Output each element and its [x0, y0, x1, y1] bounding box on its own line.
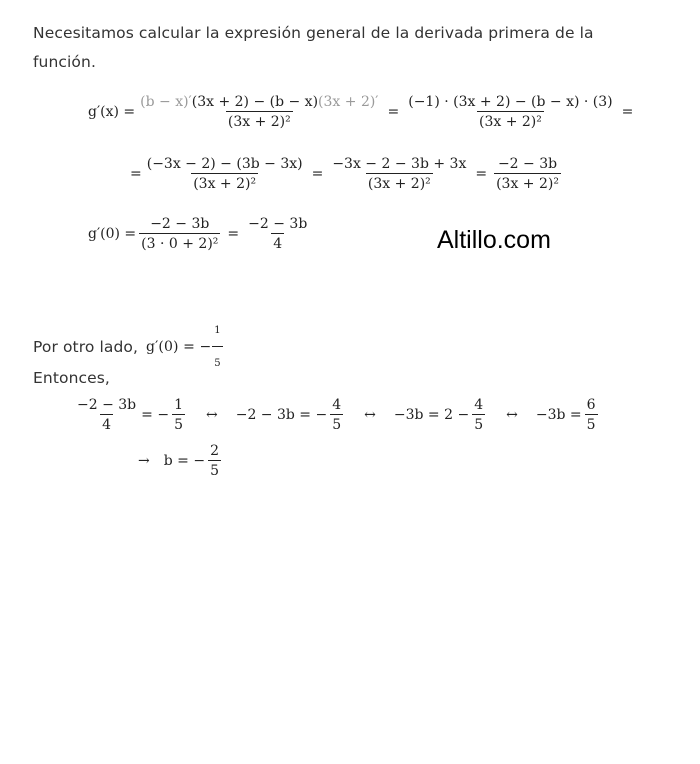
eq2-fraction-2 — [330, 156, 468, 192]
equation-solve-chain — [72, 397, 601, 433]
eq3-f2-num: −2 − 3b — [248, 216, 308, 232]
eq3-equals: = — [227, 226, 240, 242]
eq1-fraction-2 — [406, 94, 614, 130]
eq4-f4-num: 4 — [474, 397, 484, 413]
intro-line-1: Necesitamos calcular la expresión general de la derivada primera de la — [33, 24, 594, 42]
eq4-f2-num: 1 — [174, 397, 183, 413]
eq5-fraction — [208, 443, 221, 479]
eq4-arrow-2: ↔ — [364, 407, 376, 423]
eq1-f1-num-gray-2: (3x + 2)′ — [318, 94, 379, 110]
eq2-equals-0: = — [130, 166, 142, 182]
eq5-num: 2 — [210, 443, 219, 459]
eq1-f1-num-gray-1: (b − x)′ — [140, 94, 192, 110]
eq3-f1-den: (3 · 0 + 2)² — [139, 233, 220, 252]
eq4-arrow-1: ↔ — [205, 407, 218, 423]
eq3-fraction-2 — [246, 216, 309, 252]
eq2-fraction-3 — [494, 156, 561, 192]
eq4-f5-num: 6 — [586, 397, 596, 413]
eq3-f2-den: 4 — [271, 233, 284, 252]
other-num: 1 — [214, 325, 221, 336]
eq4-f3-num: 4 — [332, 397, 342, 413]
eq1-f2-den: (3x + 2)² — [477, 111, 544, 130]
watermark-logo: Altillo.com — [437, 226, 551, 254]
equation-derivative-general — [88, 94, 637, 130]
eq2-fraction-1 — [145, 156, 305, 192]
other-text: Por otro lado, — [33, 337, 139, 356]
eq2-f3-den: (3x + 2)² — [494, 173, 561, 192]
eq4-t1: = − — [141, 407, 170, 423]
eq4-f3-den: 5 — [330, 414, 343, 433]
eq2-equals-2: = — [475, 166, 488, 182]
eq4-fraction-3 — [330, 397, 343, 433]
eq4-fraction-2 — [172, 397, 185, 433]
eq4-fraction-4 — [472, 397, 485, 433]
other-den: 5 — [212, 346, 222, 378]
eq1-equals-a: = — [387, 104, 400, 120]
eq1-f1-num-mid: (3x + 2) − (b − x) — [191, 94, 319, 110]
other-lhs: g′(0) = − — [146, 338, 212, 355]
equation-derivative-at-zero — [88, 216, 312, 252]
eq1-equals-b: = — [621, 104, 634, 120]
intro-line-2: función. — [33, 53, 96, 71]
entonces-label: Entonces, — [33, 369, 110, 387]
eq1-fraction-1 — [138, 94, 380, 130]
eq2-f2-den: (3x + 2)² — [366, 173, 433, 192]
eq2-f1-num: (−3x − 2) − (3b − 3x) — [146, 156, 303, 172]
eq2-f3-num: −2 − 3b — [497, 156, 558, 172]
eq1-lhs: g′(x) = — [88, 104, 136, 120]
eq2-f1-den: (3x + 2)² — [191, 173, 258, 192]
eq4-fraction-5 — [585, 397, 598, 433]
eq4-f4-den: 5 — [472, 414, 485, 433]
eq4-t2: −2 − 3b = − — [235, 407, 328, 423]
eq3-fraction-1 — [139, 216, 220, 252]
equation-result — [138, 443, 224, 479]
eq4-f5-den: 5 — [585, 414, 598, 433]
eq4-t3: −3b = 2 − — [393, 407, 470, 423]
eq3-f1-num: −2 − 3b — [150, 216, 210, 232]
equation-derivative-simplified — [130, 156, 564, 192]
eq5-t: b = − — [163, 453, 206, 469]
eq2-equals-1: = — [311, 166, 324, 182]
eq5-arrow: → — [138, 453, 150, 469]
eq4-f1-num: −2 − 3b — [77, 397, 137, 413]
eq4-f2-den: 5 — [172, 414, 185, 433]
eq4-fraction-1 — [75, 397, 138, 433]
intro-paragraph — [33, 19, 633, 77]
eq2-f2-num: −3x − 2 − 3b + 3x — [332, 156, 467, 172]
eq1-f1-den: (3x + 2)² — [226, 111, 293, 130]
eq4-f1-den: 4 — [100, 414, 113, 433]
eq4-t4: −3b = — [535, 407, 582, 423]
eq5-den: 5 — [208, 460, 221, 479]
eq4-arrow-3: ↔ — [506, 407, 518, 423]
eq1-f2-num: (−1) · (3x + 2) − (b − x) · (3) — [408, 94, 613, 110]
eq3-lhs: g′(0) = — [88, 226, 137, 242]
